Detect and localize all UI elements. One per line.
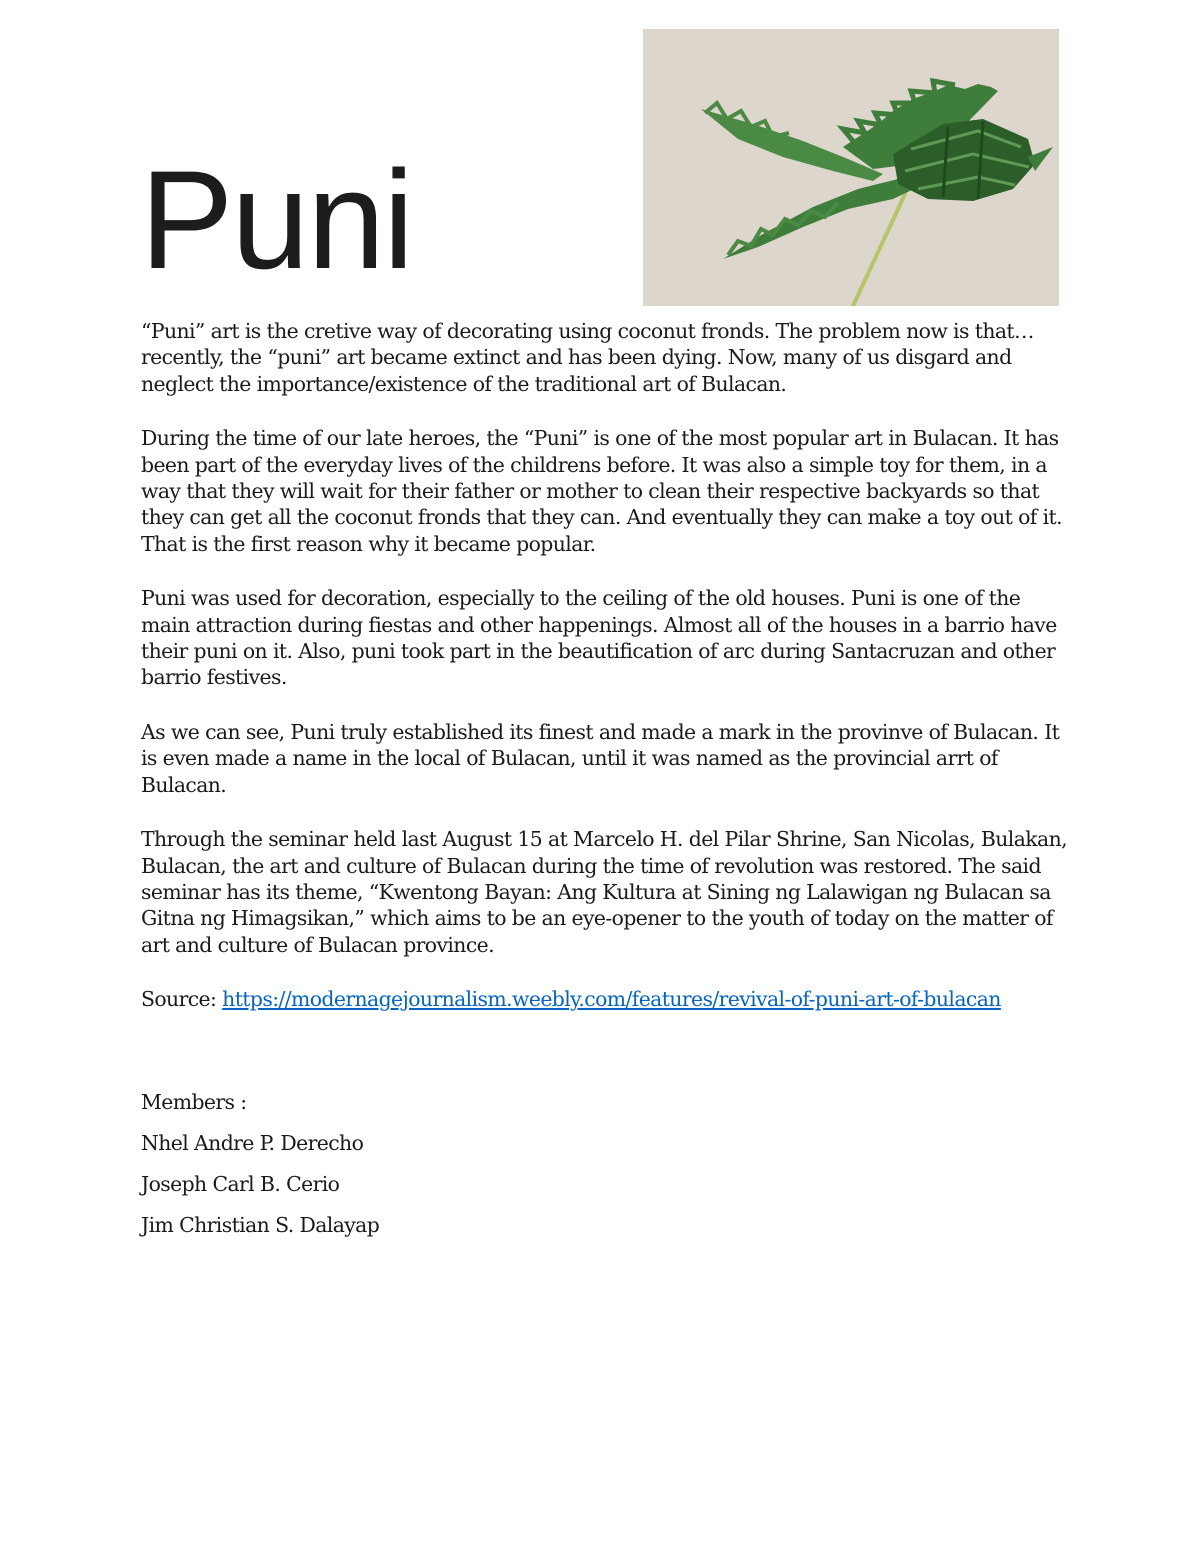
paragraph-decoration: Puni was used for decoration, especially to the ceiling of the old houses. Puni is one of the main attraction during fiestas and other happenings. Almost all of the houses in a barrio have their puni on it. Also, puni took part in the beautification of arc during Santacruzan and other barrio festives. [141,586,1057,690]
puni-bird-figure-icon [643,29,1059,306]
paragraph-intro: “Puni” art is the cretive way of decorating using coconut fronds. The problem now is that… recently, the “puni” art became extinct and has been dying. Now, many of us disgard and neglect the importance/existence of the traditional art of Bulacan. [141,319,1034,396]
members-section [141,1089,1071,1238]
source-line [141,986,1071,1012]
member-name: Jim Christian S. Dalayap [141,1212,380,1237]
article-body [141,318,1071,1253]
source-link[interactable]: https://modernagejournalism.weebly.com/features/revival-of-puni-art-of-bulacan [222,987,1001,1012]
paragraph-history: During the time of our late heroes, the “Puni” is one of the most popular art in Bulacan. It has been part of the everyday lives of the childrens before. It was also a simple toy for them, in a way that they will wait for their father or mother to clean their respective backyards so that they can get all the coconut fronds that they can. And eventually they can make a toy out of it. That is the first reason why it became popular. [141,426,1062,556]
page-title: Puni [140,141,413,298]
source-label: Source: [141,987,223,1012]
paragraph-recognition: As we can see, Puni truly established its finest and made a mark in the provinve of Bulacan. It is even made a name in the local of Bulacan, until it was named as the provincial arrt of Bulacan. [141,719,1060,797]
member-name: Nhel Andre P. Derecho [141,1130,364,1155]
puni-bird-photo [643,29,1059,306]
paragraph-seminar: Through the seminar held last August 15 at Marcelo H. del Pilar Shrine, San Nicolas, Bulakan, Bulacan, the art and culture of Bulacan during the time of revolution was restored. The said seminar has its theme, “Kwentong Bayan: Ang Kultura at Sining ng Lalawigan ng Bulacan sa Gitna ng Himagsikan,” which aims to be an eye-opener to the youth of today on the matter of art and culture of Bulacan province. [141,827,1067,957]
member-name: Joseph Carl B. Cerio [141,1171,340,1196]
members-heading: Members : [141,1089,247,1114]
